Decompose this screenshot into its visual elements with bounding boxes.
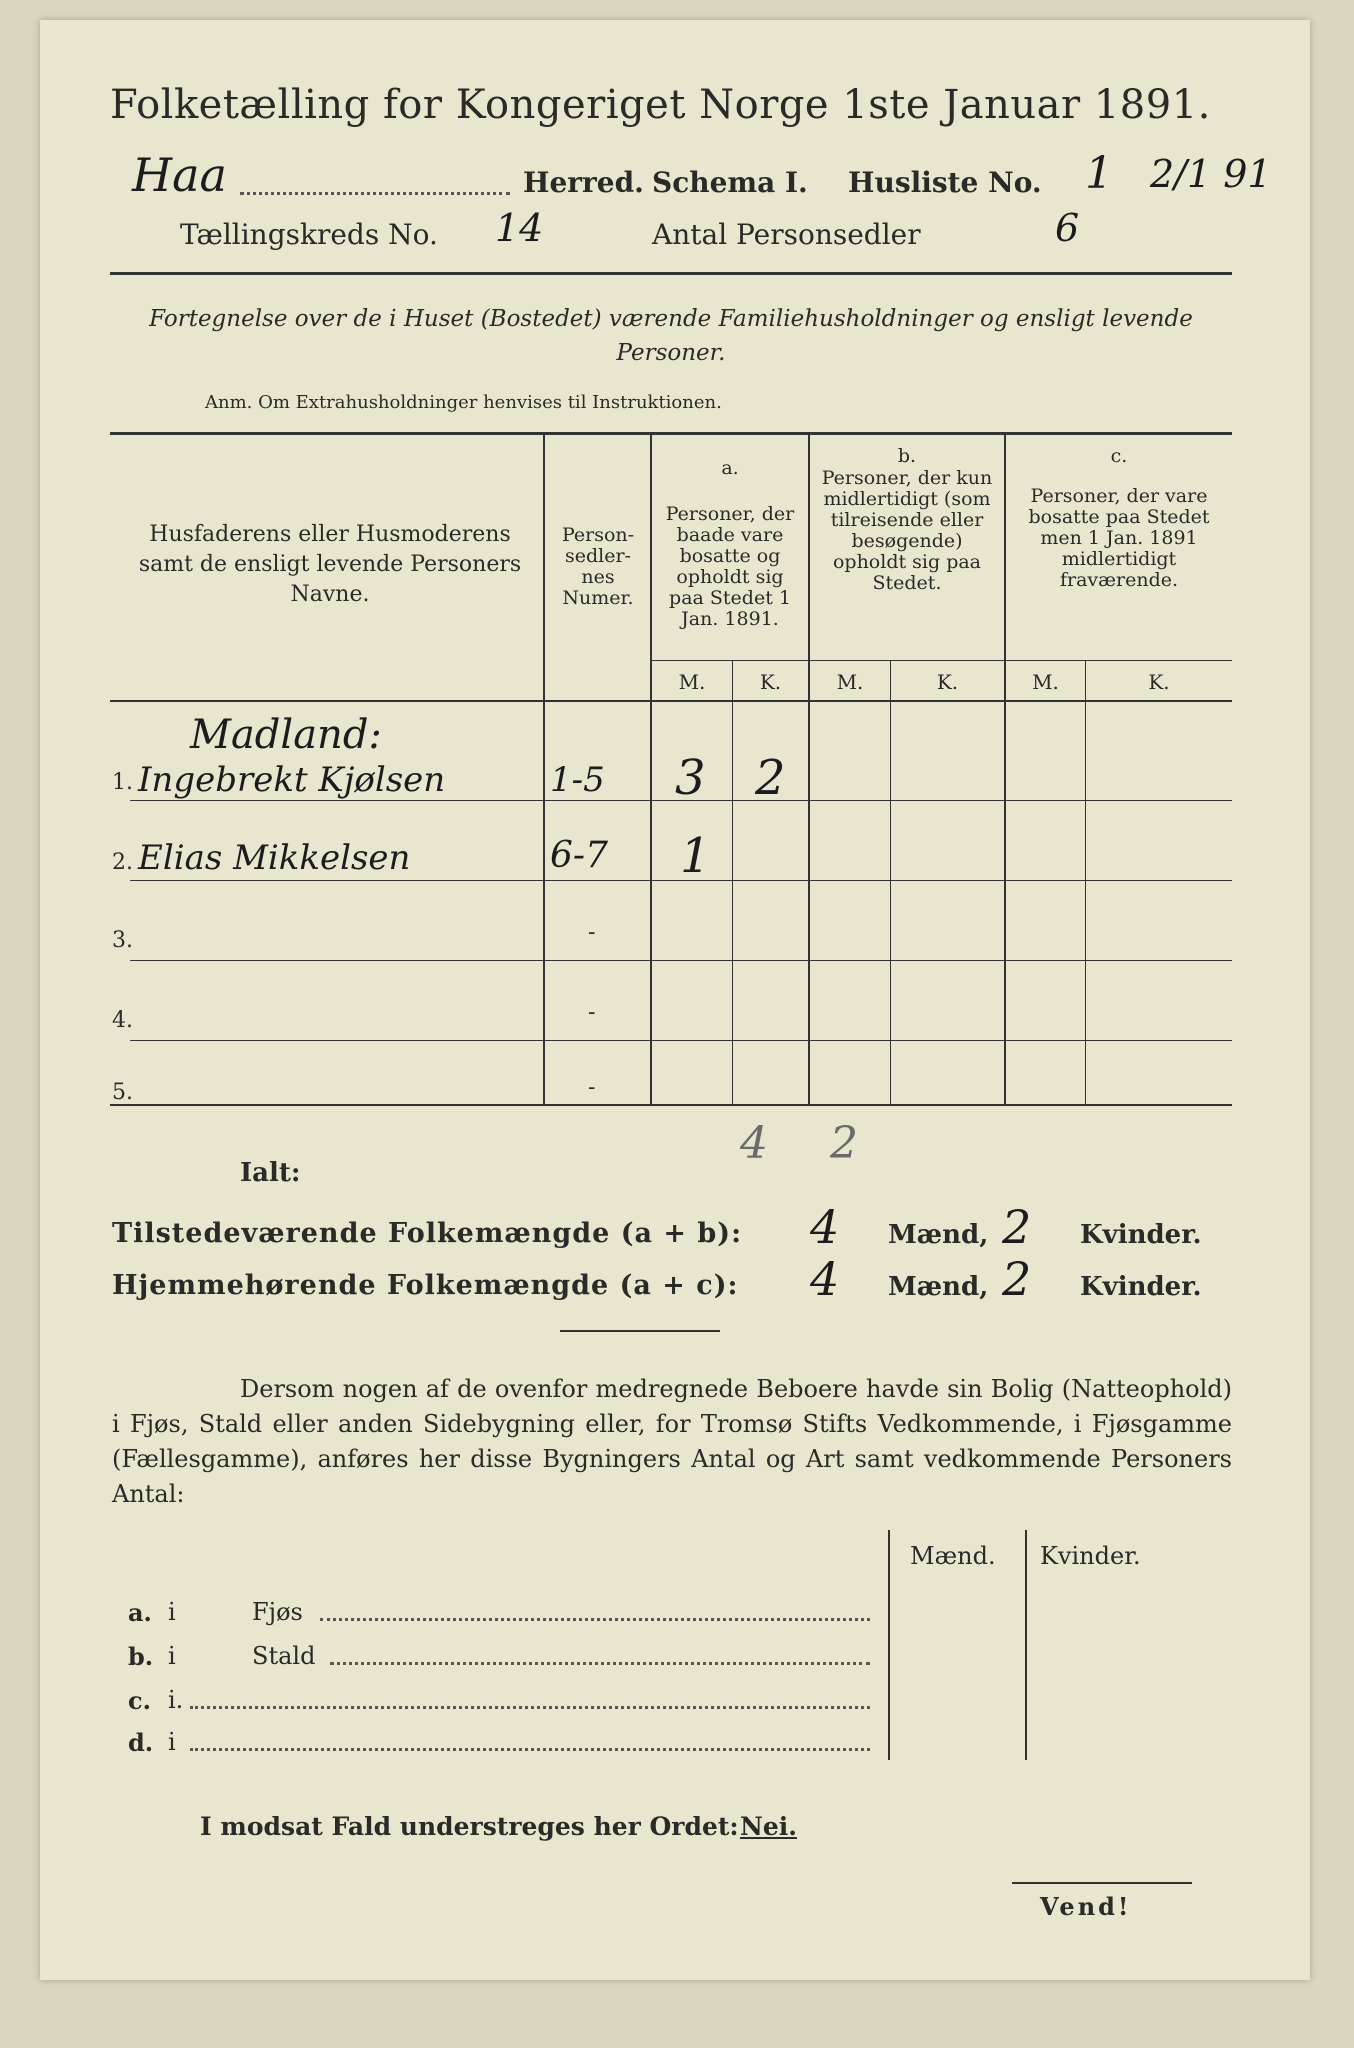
a-m-head: M. bbox=[678, 670, 706, 694]
row-5-num: 5. bbox=[112, 1080, 133, 1105]
c-m-head: M. bbox=[1032, 670, 1059, 694]
row-2-a-m: 1 bbox=[680, 828, 711, 884]
census-form bbox=[40, 20, 1310, 1980]
kreds-label: Tællingskreds No. bbox=[180, 218, 438, 251]
row-1-name: Ingebrekt Kjølsen bbox=[138, 760, 446, 800]
row-1-num: 1. bbox=[112, 770, 133, 795]
row-3-num: 3. bbox=[112, 928, 133, 953]
vline-b-mk bbox=[890, 660, 891, 1104]
ialt-k: 2 bbox=[830, 1118, 858, 1169]
tilst-kvinder: Kvinder. bbox=[1080, 1220, 1202, 1250]
ob-a-label: Fjøs bbox=[252, 1598, 303, 1626]
ob-b-dots bbox=[330, 1662, 870, 1665]
row-line-3 bbox=[130, 960, 1232, 961]
intro-text: Fortegnelse over de i Huset (Bostedet) værende Familiehusholdninger og ensligt levende Personer. bbox=[149, 306, 1193, 366]
outbuildings-text: Dersom nogen af de ovenfor medregnede Beboere havde sin Bolig (Natteophold) i Fjøs, Stald eller anden Sidebygning eller, for Tromsø Stifts Vedkommende, i Fjøsgamme (Fællesgamme), anføres her disse Bygningers Antal og Art samt vedkommende Personers Antal: bbox=[112, 1375, 1232, 1508]
table-head-rule bbox=[110, 700, 1232, 702]
ob-b-label: Stald bbox=[252, 1642, 316, 1670]
col-b-letter: b. bbox=[897, 445, 917, 467]
row-4-num: 4. bbox=[112, 1008, 133, 1033]
tilst-label: Tilstedeværende Folkemængde (a + b): bbox=[112, 1218, 743, 1249]
vend-text: Vend! bbox=[1040, 1892, 1132, 1921]
antal-label: Antal Personsedler bbox=[652, 218, 921, 251]
hjem-label: Hjemmehørende Folkemængde (a + c): bbox=[112, 1270, 739, 1301]
ob-kvinder-head: Kvinder. bbox=[1040, 1542, 1141, 1570]
ob-vline-2 bbox=[1025, 1530, 1027, 1760]
c-k-head: K. bbox=[1148, 670, 1170, 694]
row-2-numer: 6-7 bbox=[550, 835, 608, 876]
b-k-head: K. bbox=[936, 670, 959, 694]
ob-a-i: i bbox=[168, 1598, 176, 1626]
husliste-label: Husliste No. bbox=[848, 166, 1042, 199]
vline-4 bbox=[1004, 434, 1006, 1104]
form-title: Folketælling for Kongeriget Norge 1ste Januar 1891. bbox=[110, 82, 1211, 128]
ob-d-letter: d. bbox=[128, 1728, 154, 1757]
col-a-letter: a. bbox=[721, 457, 739, 479]
ob-a-dots bbox=[320, 1618, 870, 1621]
herred-value: Haa bbox=[132, 148, 227, 202]
row-4-numer: - bbox=[588, 1000, 596, 1025]
col-c-letter: c. bbox=[1110, 445, 1128, 467]
herred-label: Herred. bbox=[523, 166, 644, 199]
row-1-a-k: 2 bbox=[755, 750, 786, 806]
kreds-value: 14 bbox=[495, 206, 544, 250]
mk-rule bbox=[652, 660, 1232, 661]
ob-c-letter: c. bbox=[128, 1686, 151, 1715]
ob-maend-head: Mænd. bbox=[910, 1542, 996, 1570]
modsat-text: I modsat Fald understreges her Ordet: bbox=[200, 1812, 739, 1841]
herred-dots bbox=[240, 192, 510, 195]
table-top-rule bbox=[110, 432, 1232, 435]
hjem-kvinder: Kvinder. bbox=[1080, 1272, 1202, 1302]
hjem-m: 4 bbox=[810, 1252, 840, 1306]
vline-1 bbox=[543, 434, 545, 1104]
ob-a-letter: a. bbox=[128, 1598, 152, 1627]
ob-vline-1 bbox=[888, 1530, 890, 1760]
col-b-head: Personer, der kun midlertidigt (som tilreisende eller besøgende) opholdt sig paa Stedet. bbox=[821, 467, 993, 594]
table-bottom-rule bbox=[110, 1104, 1232, 1106]
place-name: Madland: bbox=[190, 712, 382, 758]
row-2-num: 2. bbox=[112, 850, 133, 875]
row-1-numer: 1-5 bbox=[550, 760, 605, 800]
husliste-note: 2/1 91 bbox=[1150, 152, 1272, 196]
tilst-k: 2 bbox=[1002, 1200, 1032, 1254]
ialt-label: Ialt: bbox=[240, 1158, 301, 1188]
husliste-value: 1 bbox=[1085, 148, 1113, 199]
schema-label: Schema I. bbox=[652, 166, 808, 199]
row-3-numer: - bbox=[588, 920, 596, 945]
ob-b-i: i bbox=[168, 1642, 176, 1670]
section-divider bbox=[560, 1330, 720, 1332]
header-rule bbox=[110, 272, 1232, 275]
ob-d-i: i bbox=[168, 1728, 176, 1756]
ob-c-dots bbox=[190, 1706, 870, 1709]
vline-2 bbox=[650, 434, 652, 1104]
tilst-maend: Mænd, bbox=[888, 1220, 989, 1250]
ob-b-letter: b. bbox=[128, 1642, 154, 1671]
a-k-head: K. bbox=[759, 670, 782, 694]
col-numer-head: Person-sedler-nes Numer. bbox=[561, 524, 635, 609]
nei-word: Nei. bbox=[740, 1812, 797, 1841]
col-names-head: Husfaderens eller Husmoderens samt de ensligt levende Personers Navne. bbox=[138, 522, 522, 607]
row-2-name: Elias Mikkelsen bbox=[138, 838, 411, 878]
b-m-head: M. bbox=[836, 670, 864, 694]
vend-rule bbox=[1012, 1882, 1192, 1884]
ob-d-dots bbox=[190, 1748, 870, 1751]
row-1-a-m: 3 bbox=[675, 750, 706, 806]
hjem-maend: Mænd, bbox=[888, 1272, 989, 1302]
vline-a-mk bbox=[732, 660, 733, 1104]
col-c-head: Personer, der vare bosatte paa Stedet men 1 Jan. 1891 midlertidigt fraværende. bbox=[1028, 485, 1210, 591]
hjem-k: 2 bbox=[1002, 1252, 1032, 1306]
ialt-m: 4 bbox=[740, 1118, 768, 1169]
row-5-numer: - bbox=[588, 1075, 596, 1100]
vline-3 bbox=[808, 434, 810, 1104]
antal-value: 6 bbox=[1055, 206, 1080, 250]
col-a-head: Personer, der baade vare bosatte og opholdt sig paa Stedet 1 Jan. 1891. bbox=[665, 503, 795, 630]
vline-c-mk bbox=[1085, 660, 1086, 1104]
ob-c-i: i. bbox=[168, 1686, 184, 1714]
anm-note: Anm. Om Extrahusholdninger henvises til Instruktionen. bbox=[205, 392, 722, 413]
tilst-m: 4 bbox=[810, 1200, 840, 1254]
row-line-4 bbox=[130, 1040, 1232, 1041]
